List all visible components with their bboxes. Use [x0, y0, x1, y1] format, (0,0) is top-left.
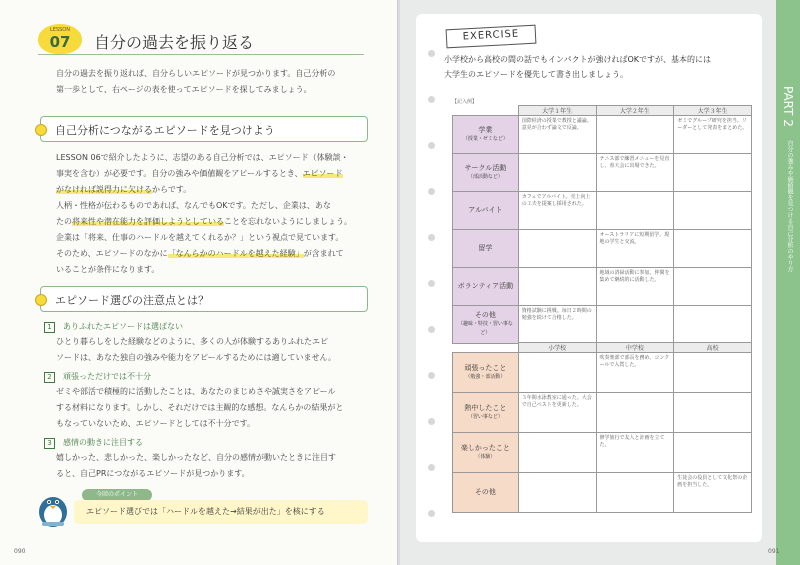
binder-hole-icon [428, 96, 435, 103]
table-cell[interactable]: オーストラリアに短期留学。現地の学生と交流。 [596, 230, 674, 268]
table-row [453, 230, 752, 268]
table-row [453, 353, 752, 393]
table-cell[interactable] [674, 154, 752, 192]
table-cell[interactable]: カフェでアルバイト。売上向上の工夫を提案し採用された。 [518, 192, 596, 230]
table-row [453, 306, 752, 344]
table-row [453, 433, 752, 473]
row-label: ボランティア活動 [453, 268, 519, 306]
table-cell[interactable]: 生徒会の役員として文化祭の企画を担当した。 [674, 473, 752, 513]
binder-hole-icon [428, 50, 435, 57]
table-row [453, 473, 752, 513]
table-corner [453, 343, 519, 353]
point-heading-2: 2 頑張っただけでは不十分 [44, 371, 151, 383]
summary-tag: 今回のポイント [82, 489, 152, 501]
binder-hole-icon [428, 142, 435, 149]
intro-line: 自分の過去を振り返れば、自分らしいエピソードが見つかります。自己分析の [56, 69, 336, 78]
column-header: 大学３年生 [674, 106, 752, 116]
paragraph-line: がなければ説得力に欠けるからです。 [56, 185, 192, 194]
row-label: その他 [453, 473, 519, 513]
paragraph-line: 事実を含む）が必要です。自分の強みや価値観をアピールするとき、エピソード [56, 169, 343, 178]
table-cell[interactable]: 地域の清掃活動に参加。仲間を集めて継続的に活動した。 [596, 268, 674, 306]
highlight-text: 将来性や潜在能力を評価しようとしている [72, 217, 224, 226]
table-cell[interactable] [596, 306, 674, 344]
lesson-number: 07 [49, 33, 71, 51]
column-header: 大学２年生 [596, 106, 674, 116]
bullet-dot-icon [35, 294, 47, 306]
bullet-dot-icon [35, 124, 47, 136]
section-header-2 [40, 286, 368, 312]
column-header: 中学校 [596, 343, 674, 353]
table-cell[interactable] [518, 154, 596, 192]
chapter-side-tab [776, 0, 800, 565]
binder-hole-icon [428, 234, 435, 241]
row-label: サークル活動 （部活動など） [453, 154, 519, 192]
table-cell[interactable] [674, 268, 752, 306]
penguin-mascot-icon [36, 488, 70, 528]
table-cell[interactable] [674, 393, 752, 433]
table-cell[interactable]: 国際経済の授業で教授と議論。意見が合わず論文で反論。 [518, 116, 596, 154]
tab-part-label: PART 2 [781, 86, 795, 127]
title-divider [38, 54, 364, 55]
table-cell[interactable]: ゼミでグループ研究を担当。リーダーとして発表をまとめた。 [674, 116, 752, 154]
table-cell[interactable] [518, 268, 596, 306]
row-label: 頑張ったこと （勉強・部活動） [453, 353, 519, 393]
table-header-row [453, 343, 752, 353]
table-cell[interactable] [518, 473, 596, 513]
table-cell[interactable] [596, 473, 674, 513]
binder-hole-icon [428, 280, 435, 287]
table-header-row [453, 106, 752, 116]
paragraph-line: そのため、エピソードのなかに「なんらかのハードルを越えた経験」が含まれて [56, 249, 344, 258]
highlight-text: エピソード [302, 169, 343, 178]
column-header: 小学校 [518, 343, 596, 353]
table-cell[interactable]: テニス部で練習メニューを見直し、県大会に出場できた。 [596, 154, 674, 192]
row-label: その他 （趣味・特技・習い事など） [453, 306, 519, 344]
page-title: 自分の過去を振り返る [94, 33, 255, 52]
highlight-text: がなければ説得力に欠ける [56, 185, 152, 194]
point-body-1: ひとり暮らしをした経験などのように、多くの人が体験するありふれたエピ ソードは、あなた独自の強みや能力をアピールするためには適していません。 [56, 337, 336, 362]
table-cell[interactable] [674, 230, 752, 268]
binder-hole-icon [428, 326, 435, 333]
exercise-intro [444, 52, 754, 82]
binder-hole-icon [428, 188, 435, 195]
example-label: 【記入例】 [452, 99, 478, 105]
binder-hole-icon [428, 510, 435, 517]
lesson-badge [38, 24, 82, 54]
section-header-1 [40, 116, 368, 142]
column-header: 高校 [674, 343, 752, 353]
row-label: 学業 （授業・ゼミなど） [453, 116, 519, 154]
binder-hole-icon [428, 464, 435, 471]
table-cell[interactable] [518, 433, 596, 473]
binder-hole-icon [428, 418, 435, 425]
intro-paragraph [56, 66, 335, 98]
paragraph-line: いることが条件になります。 [56, 265, 160, 274]
binder-hole-icon [428, 372, 435, 379]
point-body-3: 嬉しかった、悲しかった、楽しかったなど、自分の感情が動いたときに注目す ると、自己PRにつながるエピソードが見つかります。 [56, 453, 336, 478]
school-episode-table [452, 342, 752, 513]
paragraph-line: LESSON 06で紹介したように、志望のある自己分析では、エピソード（体験談・ [56, 153, 349, 162]
section1-paragraph [56, 150, 352, 278]
intro-line: 小学校から高校の間の話でもインパクトが強ければOKですが、基本的には [444, 55, 711, 64]
row-label: 留学 [453, 230, 519, 268]
page-number-left: 090 [14, 548, 26, 555]
intro-line: 大学生のエピソードを優先して書き出しましょう。 [444, 70, 628, 79]
point-body-2: ゼミや部活で積極的に活動したことは、あなたのまじめさや誠実さをアピール する材料になります。しかし、それだけでは主観的な感想。なんらかの結果がと もなっていないため、エピソードとしては不十分です。 [56, 387, 344, 428]
table-cell[interactable]: 資格試験に挑戦。毎日２時間の勉強を続けて合格した。 [518, 306, 596, 344]
row-label: アルバイト [453, 192, 519, 230]
table-cell[interactable] [674, 353, 752, 393]
table-cell[interactable] [674, 433, 752, 473]
section-title: 自己分析につながるエピソードを見つけよう [55, 124, 275, 137]
page-number-right: 091 [768, 548, 780, 555]
table-cell[interactable] [674, 192, 752, 230]
row-label: 熱中したこと （習い事など） [453, 393, 519, 433]
point-heading-1: 1 ありふれたエピソードは選ばない [44, 321, 183, 333]
intro-line: 第一歩として、右ページの表を使ってエピソードを探してみましょう。 [56, 85, 312, 94]
table-cell[interactable] [674, 306, 752, 344]
table-row [453, 116, 752, 154]
table-row [453, 393, 752, 433]
highlight-text: 「なんらかのハードルを越えた経験」 [167, 249, 304, 258]
table-cell[interactable] [596, 116, 674, 154]
tab-chapter-text: 自分の強みや価値観を見つける自己分析のやり方 [786, 140, 793, 272]
table-cell[interactable] [518, 353, 596, 393]
table-cell[interactable]: 修学旅行で友人と計画を立てた。 [596, 433, 674, 473]
table-corner [453, 106, 519, 116]
section-title: エピソード選びの注意点とは？ [55, 294, 209, 307]
lesson-label: LESSON [50, 27, 70, 33]
table-cell[interactable] [596, 393, 674, 433]
paragraph-line: たの将来性や潜在能力を評価しようとしていることを忘れないようにしましょう。 [56, 217, 352, 226]
table-cell[interactable]: 吹奏楽部で部長を務め、コンクールで入賞した。 [596, 353, 674, 393]
column-header: 大学１年生 [518, 106, 596, 116]
table-cell[interactable]: ３年間水泳教室に通った。大会で自己ベストを更新した。 [518, 393, 596, 433]
table-row [453, 192, 752, 230]
university-episode-table [452, 105, 752, 344]
row-label: 楽しかったこと （体験） [453, 433, 519, 473]
summary-box: エピソード選びでは「ハードルを越えた→結果が出た」を核にする [74, 500, 368, 524]
table-row [453, 154, 752, 192]
point-heading-3: 3 感情の動きに注目する [44, 437, 143, 449]
paragraph-line: 企業は「将来、仕事のハードルを越えてくれるか？」という視点で見ています。 [56, 233, 344, 242]
table-cell[interactable] [596, 192, 674, 230]
paragraph-line: 人柄・性格が伝わるものであれば、なんでもOKです。ただし、企業は、あな [56, 201, 331, 210]
exercise-label: EXERCISE [446, 25, 537, 49]
table-cell[interactable] [518, 230, 596, 268]
table-row [453, 268, 752, 306]
